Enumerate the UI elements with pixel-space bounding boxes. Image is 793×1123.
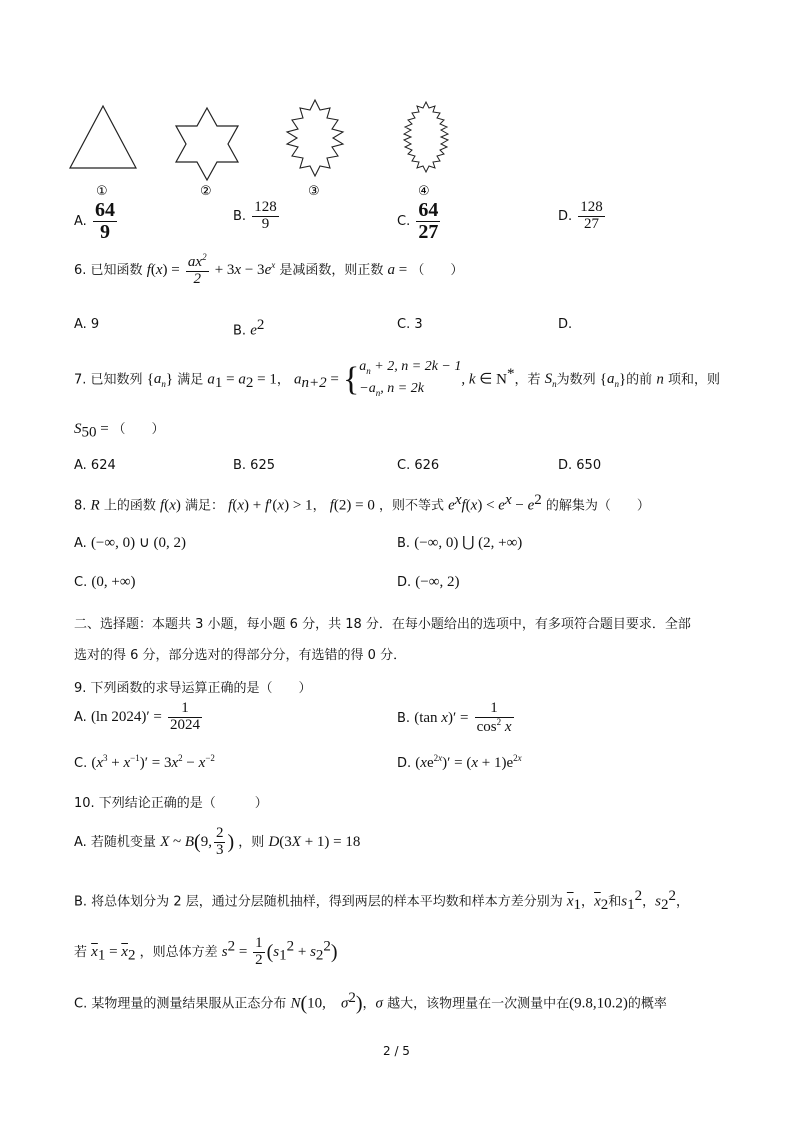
q7-text: ，若	[514, 372, 541, 388]
q6-option-c[interactable]: C. 3	[397, 317, 423, 332]
section2-line1: 二、选择题：本题共 3 小题，每小题 6 分，共 18 分．在每小题给出的选项中，有多项符合题目要求．全部	[74, 617, 691, 632]
q10-stem: 10. 下列结论正确的是（ ）	[74, 796, 268, 811]
q7-text: 项和，则	[667, 372, 720, 388]
q8-text: 满足：	[185, 498, 225, 514]
q5-option-b[interactable]	[233, 200, 281, 233]
q8-text: ，	[312, 498, 326, 514]
page-number: 2 / 5	[383, 1044, 410, 1058]
figure-label-1: ①	[96, 184, 108, 199]
option-letter: B.	[233, 208, 247, 224]
q7-option-a[interactable]: A. 624	[74, 458, 116, 473]
q9-stem: 9. 下列函数的求导运算正确的是（ ）	[74, 681, 312, 696]
q7-text: ，	[276, 372, 290, 388]
q10-option-c[interactable]: C. 某物理量的测量结果服从正态分布 N(10, $\sigma^2$)，σ 越大，该物理量在一次测量中在(9.8,10.2)的概率	[74, 990, 667, 1015]
fraction-numerator: 64	[418, 199, 439, 221]
option-letter: A.	[74, 214, 87, 229]
option-letter: A.	[74, 709, 87, 725]
option-text: 和	[608, 894, 622, 910]
q9-option-a[interactable]: A. (ln 2024)′ = $\frac{1}{2024}$	[74, 700, 200, 733]
q7-stem-line1: 7. 已知数列 $\{a_n\}$ 满足 $a_1 = a_2 = 1$， $a_{n+2}$ = { $a_n + 2$, n = 2k − 1 $-a_n$, n = 2k , k ∈ N*，若 $S_n$为数列 $\{a_n\}$的前 n 项和，则	[74, 359, 720, 398]
q8-text: ，则不等式	[378, 498, 444, 514]
q7-text: 的前	[626, 372, 653, 388]
q8-option-b[interactable]: B. (−∞, 0) ⋃ (2, +∞)	[397, 535, 523, 551]
q9-option-d[interactable]: D. $(xe^{2x})' = (x + 1)e^{2x}$	[397, 753, 522, 771]
q5-option-d[interactable]	[558, 200, 607, 233]
q8-option-c[interactable]: C. (0, +∞)	[74, 574, 136, 590]
q8-text: 的解集为（ ）	[545, 498, 650, 514]
q9-option-c[interactable]: C. $(x^3 + x^{-1})' = 3x^2 - x^{-2}$	[74, 753, 215, 771]
option-letter: C.	[74, 756, 88, 771]
q8-option-a[interactable]: A. (−∞, 0) ∪ (0, 2)	[74, 535, 187, 551]
option-letter: D.	[558, 208, 573, 224]
q6-prefix: 6. 已知函数	[74, 262, 143, 278]
q7-stem-line2: $S_{50}$ = （ ）	[74, 421, 165, 441]
section2-line2: 选对的得 6 分，部分选对的得部分分，有选错的得 0 分．	[74, 648, 407, 663]
q8-option-d[interactable]: D. (−∞, 2)	[397, 574, 460, 590]
option-letter: B.	[397, 710, 411, 726]
q8-stem: 8. R 上的函数 f(x) 满足： f(x) + f′(x) > 1， f(2) = 0 ，则不等式 $e^xf(x) < e^x - e^2$ 的解集为（ ）	[74, 492, 650, 514]
q6-answer-blank: （ ）	[411, 262, 464, 278]
option-letter: C.	[397, 214, 411, 229]
q10-option-a[interactable]: A. 若随机变量 X ~ B(9, $\frac{2}{3}$ ) ，则 D(3X + 1) = 18	[74, 825, 361, 858]
option-text: 的概率	[627, 996, 667, 1012]
q10-option-b-line1[interactable]: B. 将总体划分为 2 层，通过分层随机抽样，得到两层的样本平均数和样本方差分别为 $\overline{x}_1$，$\overline{x}_2$和$s_1^2$，$s_2^2$，	[74, 888, 689, 913]
option-text: 越大，该物理量在一次测量中在	[387, 996, 570, 1012]
q6-option-a[interactable]: A. 9	[74, 317, 100, 332]
fraction-denominator: 27	[418, 221, 439, 243]
option-text: B. 将总体划分为 2 层，通过分层随机抽样，得到两层的样本平均数和样本方差分别为	[74, 894, 563, 910]
q7-text: 为数列	[556, 372, 596, 388]
option-letter: B.	[233, 323, 247, 339]
fraction-denominator: 9	[99, 221, 110, 243]
q7-option-c[interactable]: C. 626	[397, 458, 440, 473]
q6-stem: 6. 已知函数 f(x) = $\frac{ax^2}{2}$ + $3x - 3e^x$ 是减函数，则正数 a = （ ）	[74, 252, 464, 287]
figure-label-2: ②	[200, 184, 212, 199]
snowflake-stage-3	[287, 100, 343, 176]
q7-prefix: 7. 已知数列	[74, 372, 143, 388]
q9-option-b[interactable]: B. (tan x)′ = $\frac{1}{\cos^2 x}$	[397, 700, 512, 735]
fraction-numerator: 128	[580, 199, 603, 215]
option-text: ，则总体方差	[139, 944, 218, 960]
q7-text: 满足	[177, 372, 204, 388]
fraction-denominator: 27	[584, 215, 600, 232]
koch-snowflake-figure	[60, 92, 480, 202]
fraction-numerator: 64	[94, 199, 115, 221]
q8-text: 上的函数	[103, 498, 156, 514]
q5-option-c[interactable]	[397, 200, 442, 243]
q7-option-d[interactable]: D. 650	[558, 458, 602, 473]
option-text: A. 若随机变量	[74, 834, 156, 850]
option-letter: B.	[397, 536, 411, 551]
q6-option-b[interactable]: B. $e^2$	[233, 317, 265, 339]
option-letter: D.	[397, 756, 412, 771]
q10-option-b-line2: 若 $\overline{x}_1 = \overline{x}_2$ ，则总体方差 $s^2$ = $\frac{1}{2}$ $(s_1^2 + s_2^2)$	[74, 935, 338, 968]
fraction-numerator: 128	[254, 199, 277, 215]
option-letter: C.	[74, 575, 88, 590]
star-stage-2	[176, 108, 238, 180]
option-text: ，则	[238, 834, 265, 850]
option-text: 若	[74, 944, 88, 960]
snowflake-stage-4	[404, 102, 448, 172]
q6-suffix: 是减函数，则正数	[279, 262, 384, 278]
triangle-stage-1	[70, 106, 136, 168]
option-letter: A.	[74, 536, 87, 551]
q5-option-a[interactable]	[74, 200, 119, 243]
option-text: C. 某物理量的测量结果服从正态分布	[74, 996, 287, 1012]
q6-option-d[interactable]: D.	[558, 317, 573, 332]
figure-label-4: ④	[418, 184, 430, 199]
q7-option-b[interactable]: B. 625	[233, 458, 275, 473]
q7-answer-blank: （ ）	[112, 422, 165, 437]
option-letter: D.	[397, 575, 412, 590]
fraction-denominator: 9	[261, 215, 270, 232]
q8-number: 8.	[74, 498, 87, 514]
figure-label-3: ③	[308, 184, 320, 199]
